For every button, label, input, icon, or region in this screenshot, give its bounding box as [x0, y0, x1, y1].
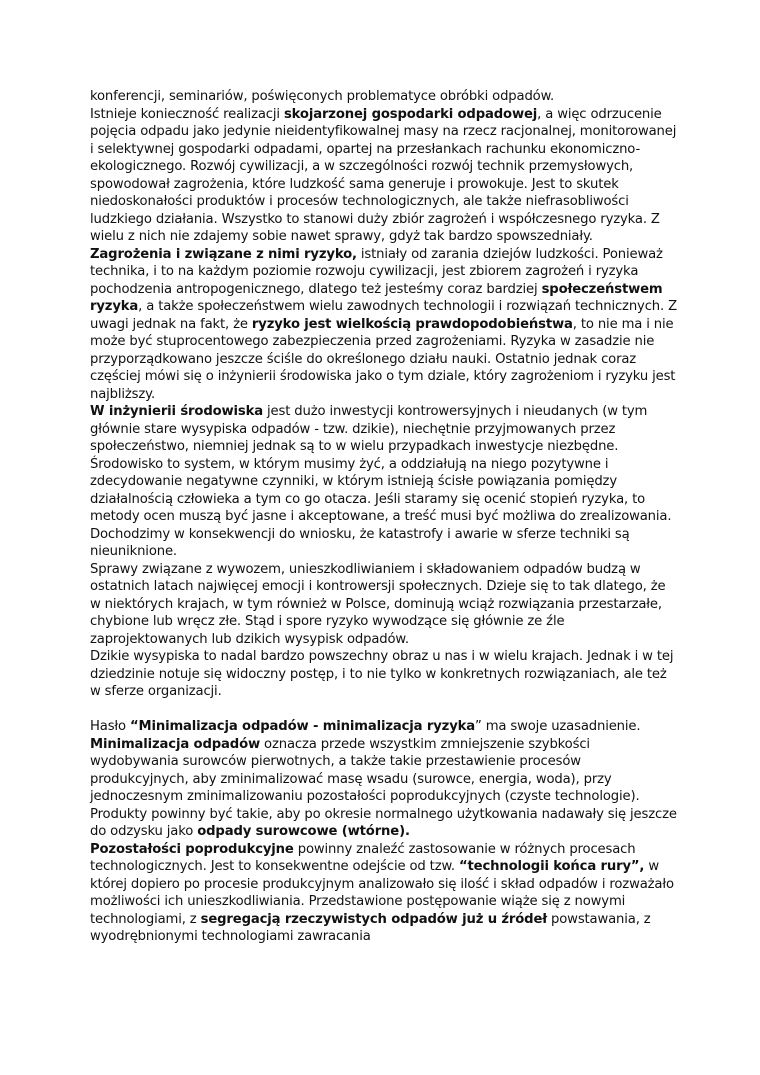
body-text: Sprawy związane z wywozem, unieszkodliwianiem i składowaniem odpadów budzą w ostatnich latach najwięcej emocji i kontrowersji społecznych. Dzieje się to tak dlatego, że w niektórych krajach, w tym również w Polsce, dominują wciąż rozwiązania przestarzałe, chybione lub wręcz złe. Stąd i spore ryzyko wywodzące się głównie ze źle zaprojektowanych lub dzikich wysypisk odpadów.	[90, 561, 666, 647]
paragraph	[90, 106, 680, 246]
body-text: , to nie ma i nie może być stuprocentowego zabezpieczenia przed zagrożeniami. Ryzyka w zasadzie nie przyporządkowano jeszcze ściśle do określonego działu nauki. Ostatnio jednak coraz częściej mówi się o inżynierii środowiska jako o tym dziale, który zagrożeniom i ryzyku jest najbliższy.	[90, 316, 676, 402]
bold-text: ryzyko jest wielkością prawdopodobieństwa	[251, 316, 573, 332]
paragraph	[90, 403, 680, 561]
body-text: ” ma swoje uzasadnienie.	[475, 719, 641, 734]
bold-text: W inżynierii środowiska	[90, 404, 263, 419]
body-text: istniały od zarania dziejów ludzkości. Ponieważ technika, i to na każdym poziomie rozwoju cywilizacji, jest zbiorem zagrożeń i ryzyka pochodzenia antropogenicznego, dlatego też jesteśmy coraz bardziej	[90, 246, 663, 297]
bold-text: Pozostałości poprodukcyjne	[90, 841, 294, 857]
body-text: w której dopiero po procesie produkcyjnym analizowało się ilość i skład odpadów i rozważało możliwości ich unieszkodliwiania. Przedstawione postępowanie wiąże się z nowymi technologiami, z	[90, 859, 674, 927]
bold-text: odpady surowcowe (wtórne).	[197, 824, 410, 839]
document-page	[90, 88, 680, 946]
paragraph	[90, 246, 680, 404]
body-text: oznacza przede wszystkim zmniejszenie szybkości wydobywania surowców pierwotnych, a także takie przestawienie procesów produkcyjnych, aby zminimalizować masę wsadu (surowce, energia, woda), przy jednoczesnym zminimalizowaniu pozostałości poprodukcyjnych (czyste technologie). Produkty powinny być takie, aby po okresie normalnego użytkowania nadawały się jeszcze do odzysku jako	[90, 736, 677, 839]
body-text: , a także społeczeństwem wielu zawodnych technologii i rozwiązań technicznych. Z uwagi jednak na fakt, że	[90, 299, 677, 332]
body-text: Istnieje konieczność realizacji	[90, 106, 284, 122]
bold-text: Zagrożenia i związane z nimi ryzyko,	[90, 246, 357, 262]
body-text: Dzikie wysypiska to nadal bardzo powszechny obraz u nas i w wielu krajach. Jednak i w tej dziedzinie notuje się widoczny postęp, i to nie tylko w konkretnych rozwiązaniach, ale też w sferze organizacji.	[90, 649, 674, 699]
paragraph-spacer	[90, 701, 680, 719]
body-text: Hasło	[90, 719, 130, 734]
body-text: powinny znaleźć zastosowanie w różnych procesach technologicznych. Jest to konsekwentne odejście od tzw.	[90, 841, 636, 874]
bold-text: społeczeństwem ryzyka	[90, 281, 663, 314]
paragraph	[90, 718, 680, 841]
paragraph	[90, 648, 680, 701]
body-text: konferencji, seminariów, poświęconych problematyce obróbki odpadów.	[90, 89, 555, 104]
body-text: powstawania, z wyodrębnionymi technologiami zawracania	[90, 911, 651, 944]
body-text: jest dużo inwestycji kontrowersyjnych i nieudanych (w tym głównie stare wysypiska odpadów - tzw. dzikie), niechętnie przyjmowanych przez społeczeństwo, niemniej jednak są to w wielu przypadkach inwestycje niezbędne. Środowisko to system, w którym musimy żyć, a oddziałują na niego pozytywne i zdecydowanie negatywne czynniki, w którym istnieją ścisłe powiązania pomiędzy działalnością człowieka a tym co go otacza. Jeśli staramy się ocenić stopień ryzyka, to metody ocen muszą być jasne i akceptowane, a treść musi być możliwa do zrealizowania. Dochodzimy w konsekwencji do wniosku, że katastrofy i awarie w sferze techniki są nieuniknione.	[90, 404, 672, 559]
body-text: , a więc odrzucenie pojęcia odpadu jako jedynie nieidentyfikowalnej masy na rzecz racjonalnej, monitorowanej i selektywnej gospodarki odpadami, opartej na przesłankach rachunku ekonomiczno-ekologicznego. Rozwój cywilizacji, a w szczególności rozwój technik przemysłowych, spowodował zagrożenia, które ludzkość sama generuje i prowokuje. Jest to skutek niedoskonałości produktów i procesów technologicznych, ale także niefrasobliwości ludzkiego działania. Wszystko to stanowi duży zbiór zagrożeń i współczesnego ryzyka. Z wielu z nich nie zdajemy sobie nawet sprawy, gdyż tak bardzo spowszedniały.	[90, 106, 677, 244]
bold-text: “technologii końca rury”,	[458, 859, 645, 874]
bold-text: Minimalizacja odpadów	[90, 736, 261, 752]
bold-text: “Minimalizacja odpadów - minimalizacja ryzyka	[129, 719, 476, 734]
paragraph	[90, 88, 680, 106]
bold-text: segregacją rzeczywistych odpadów już u źródeł	[200, 911, 547, 927]
bold-text: skojarzonej gospodarki odpadowej	[283, 106, 538, 122]
paragraph	[90, 561, 680, 649]
paragraph	[90, 841, 680, 946]
